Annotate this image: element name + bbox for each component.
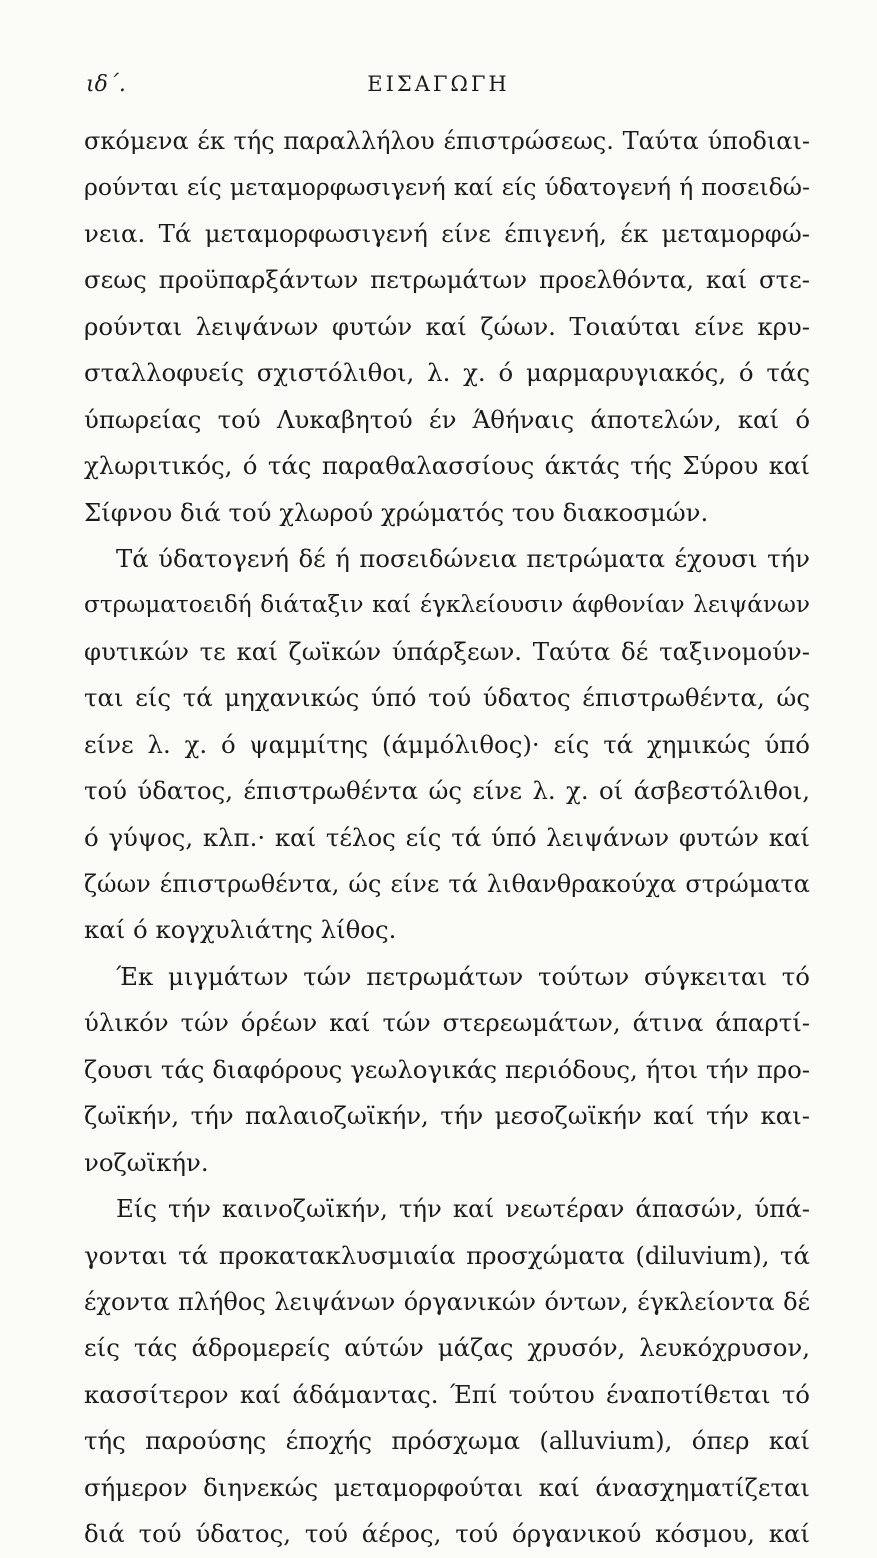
text-line: ζωϊκήν, τήν παλαιοζωϊκήν, τήν μεσοζωϊκήν καί τήν και- <box>84 1101 810 1131</box>
text-line: σήμερον διηνεκώς μεταμορφούται καί άνασχηματίζεται <box>84 1472 810 1502</box>
text-line: ό γύψος, κλπ.· καί τέλος είς τά ύπό λειψάνων φυτών καί <box>84 822 810 852</box>
text-line: ρούνται είς μεταμορφωσιγενή καί είς ύδατογενή ή ποσειδώ- <box>84 173 810 202</box>
text-line: σκόμενα έκ τής παραλλήλου έπιστρώσεως. Ταύτα ύποδιαι- <box>84 127 810 155</box>
running-title: ΕΙΣΑΓΩΓΗ <box>367 72 510 96</box>
text-line: κασσίτερον καί άδάμαντας. Έπί τούτου έναποτίθεται τό <box>84 1379 810 1409</box>
text-line: Τά ύδατογενή δέ ή ποσειδώνεια πετρώματα έχουσι τήν <box>116 543 810 573</box>
text-line: νεια. Τά μεταμορφωσιγενή είνε έπιγενή, έκ μεταμορφώ- <box>84 218 810 248</box>
text-line: νοζωϊκήν. <box>84 1147 209 1177</box>
text-line: ρούνται λειψάνων φυτών καί ζώων. Τοιαύται είνε κρυ- <box>84 311 810 341</box>
text-line: φυτικών τε καί ζωϊκών ύπάρξεων. Ταύτα δέ ταξινομούν- <box>84 636 810 666</box>
text-body <box>84 118 810 1558</box>
text-line: ύλικόν τών όρέων καί τών στερεωμάτων, άτινα άπαρτί- <box>84 1008 810 1038</box>
text-line: είς τάς άδρομερείς αύτών μάζας χρυσόν, λευκόχρυσον, <box>84 1333 810 1363</box>
text-line: Είς τήν καινοζωϊκήν, τήν καί νεωτέραν άπασών, ύπά- <box>116 1194 810 1224</box>
text-line: έχοντα πλήθος λειψάνων όργανικών όντων, έγκλείοντα δέ <box>84 1287 810 1316</box>
page-number: ιδ΄. <box>86 72 126 97</box>
text-line: ύπωρείας τού Λυκαβητού έν Άθήναις άποτελών, καί ό <box>84 404 810 434</box>
text-line: σεως προϋπαρξάντων πετρωμάτων προελθόντα, καί στε- <box>84 265 810 295</box>
text-line: ται είς τά μηχανικώς ύπό τού ύδατος έπιστρωθέντα, ώς <box>84 683 810 713</box>
text-line: σταλλοφυείς σχιστόλιθοι, λ. χ. ό μαρμαρυγιακός, ό τάς <box>84 358 810 388</box>
text-line: καί ό κογχυλιάτης λίθος. <box>84 915 397 945</box>
text-line: γονται τά προκατακλυσμιαία προσχώματα (diluvium), τά <box>84 1240 810 1270</box>
text-line: χλωριτικός, ό τάς παραθαλασσίους άκτάς τής Σύρου καί <box>84 451 810 481</box>
text-line: στρωματοειδή διάταξιν καί έγκλείουσιν άφθονίαν λειψάνων <box>84 591 810 619</box>
text-line: Έκ μιγμάτων τών πετρωμάτων τούτων σύγκειται τό <box>116 961 810 991</box>
page-header <box>0 72 877 102</box>
text-line: διά τού ύδατος, τού άέρος, τού όργανικού κόσμου, καί <box>84 1519 810 1549</box>
text-line: τής παρούσης έποχής πρόσχωμα (alluvium), όπερ καί <box>84 1426 810 1456</box>
text-line: ζουσι τάς διαφόρους γεωλογικάς περιόδους, ήτοι τήν προ- <box>84 1054 810 1084</box>
text-line: ζώων έπιστρωθέντα, ώς είνε τά λιθανθρακούχα στρώματα <box>84 870 810 898</box>
text-line: είνε λ. χ. ό ψαμμίτης (άμμόλιθος)· είς τά χημικώς ύπό <box>84 729 810 759</box>
text-line: τού ύδατος, έπιστρωθέντα ώς είνε λ. χ. οί άσβεστόλιθοι, <box>84 776 810 806</box>
text-line: Σίφνου διά τού χλωρού χρώματός του διακοσμών. <box>84 497 709 527</box>
